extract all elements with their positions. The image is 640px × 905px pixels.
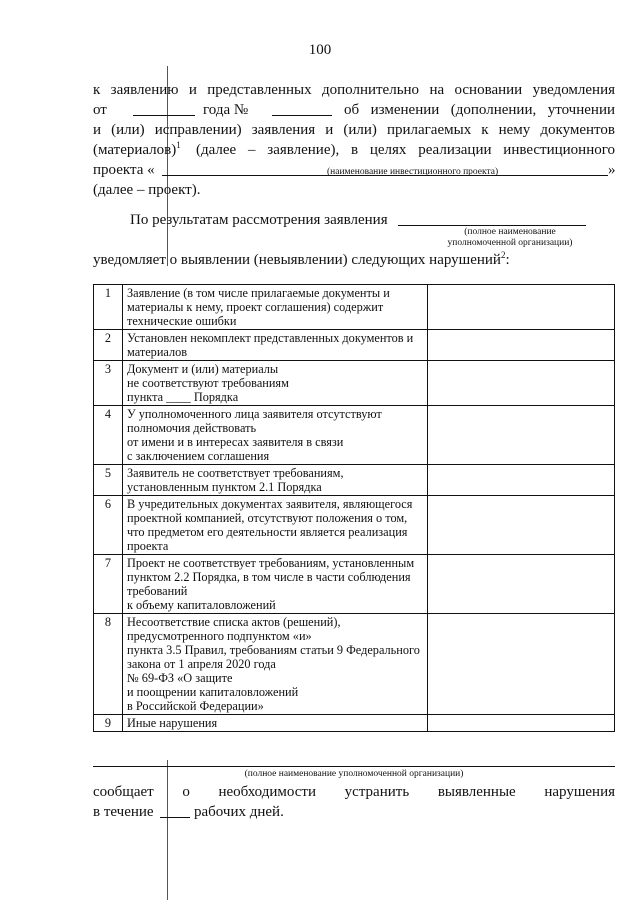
intro-line-4-rest: (далее – заявление), в целях реализации инвестиционного — [196, 142, 615, 158]
footer-word: выявленные — [437, 784, 516, 800]
table-row — [94, 465, 615, 496]
violation-result-cell[interactable] — [428, 715, 615, 732]
intro-line-4-start — [93, 140, 181, 160]
footnote-ref-2: 2 — [500, 250, 506, 260]
violation-description: Заявитель не соответствует требованиям, установленным пунктом 2.1 Порядка — [123, 465, 428, 496]
org-caption: (полное наименование уполномоченной организации) — [447, 227, 573, 248]
table-row — [94, 361, 615, 406]
violation-result-cell[interactable] — [428, 330, 615, 361]
row-number: 5 — [94, 465, 123, 496]
intro-change-text: об изменении (дополнении, уточнении — [344, 102, 615, 118]
table-row — [94, 406, 615, 465]
intro-line-6: (далее – проект). — [93, 182, 201, 198]
scan-artifact-line — [167, 760, 168, 900]
footer-word: устранить — [344, 784, 410, 800]
violation-description: Установлен некомплект представленных документов и материалов — [123, 330, 428, 361]
deadline-end: рабочих дней. — [194, 804, 284, 820]
project-close-quote: » — [608, 162, 616, 178]
violation-description: Иные нарушения — [123, 715, 428, 732]
row-number: 7 — [94, 555, 123, 614]
org-footer-blank-line — [93, 766, 615, 767]
violation-description: Документ и (или) материалы не соответствуют требованиям пункта ____ Порядка — [123, 361, 428, 406]
materials-text: (материалов) — [93, 142, 177, 158]
intro-line-1: к заявлению и представленных дополнительно на основании уведомления — [93, 82, 615, 98]
row-number: 6 — [94, 496, 123, 555]
row-number: 9 — [94, 715, 123, 732]
violation-result-cell[interactable] — [428, 496, 615, 555]
intro-year-label: года № — [203, 102, 249, 118]
review-lead: По результатам рассмотрения заявления — [130, 212, 388, 228]
deadline-label: в течение — [93, 804, 154, 820]
row-number: 8 — [94, 614, 123, 715]
table-row — [94, 715, 615, 732]
footer-word: нарушения — [544, 784, 615, 800]
notify-line: уведомляет о выявлении (невыявлении) следующих нарушений$^2$: — [93, 250, 510, 268]
footnote-ref-1: 1 — [176, 140, 181, 150]
page-number: 100 — [308, 42, 332, 58]
violation-description: Заявление (в том числе прилагаемые документы и материалы к нему, проект соглашения) содержит технические ошибки — [123, 285, 428, 330]
violation-description: У уполномоченного лица заявителя отсутствуют полномочия действовать от имени и в интересах заявителя в связи с заключением соглашения — [123, 406, 428, 465]
table-row — [94, 330, 615, 361]
row-number: 1 — [94, 285, 123, 330]
number-blank-line — [272, 115, 332, 116]
violation-description: В учредительных документах заявителя, являющегося проектной компанией, отсутствуют положения о том, что предметом его деятельности является реализация проекта — [123, 496, 428, 555]
violation-result-cell[interactable] — [428, 465, 615, 496]
footer-sentence — [93, 782, 615, 802]
violation-result-cell[interactable] — [428, 361, 615, 406]
table-row — [94, 614, 615, 715]
row-number: 4 — [94, 406, 123, 465]
violation-description: Проект не соответствует требованиям, установленным пунктом 2.2 Порядка, в том числе в части соблюдения требований к объему капиталовложений — [123, 555, 428, 614]
org-name-blank-line — [398, 225, 586, 226]
table-row — [94, 285, 615, 330]
row-number: 3 — [94, 361, 123, 406]
violation-result-cell[interactable] — [428, 406, 615, 465]
table-row — [94, 496, 615, 555]
row-number: 2 — [94, 330, 123, 361]
days-blank-line — [160, 817, 190, 818]
org-footer-caption: (полное наименование уполномоченной организации) — [244, 769, 464, 779]
notify-text: уведомляет о выявлении (невыявлении) следующих нарушений — [93, 252, 501, 268]
project-label: проекта « — [93, 162, 155, 178]
project-caption: (наименование инвестиционного проекта) — [327, 167, 499, 177]
violations-table — [93, 284, 615, 732]
violation-description: Несоответствие списка актов (решений), предусмотренного подпунктом «и» пункта 3.5 Правил, требованиям статьи 9 Федерального закона от 1 апреля 2020 года № 69-ФЗ «О защите и поощрении капиталовложений в Российской Федерации» — [123, 614, 428, 715]
footer-word: необходимости — [218, 784, 317, 800]
intro-line-3: и (или) исправлении) заявления и (или) прилагаемых к нему документов — [93, 122, 615, 138]
violation-result-cell[interactable] — [428, 555, 615, 614]
violation-result-cell[interactable] — [428, 285, 615, 330]
footer-word: сообщает — [93, 784, 154, 800]
footer-word: о — [182, 784, 190, 800]
table-row — [94, 555, 615, 614]
violation-result-cell[interactable] — [428, 614, 615, 715]
intro-from-label: от — [93, 102, 107, 118]
date-blank-line — [133, 115, 195, 116]
